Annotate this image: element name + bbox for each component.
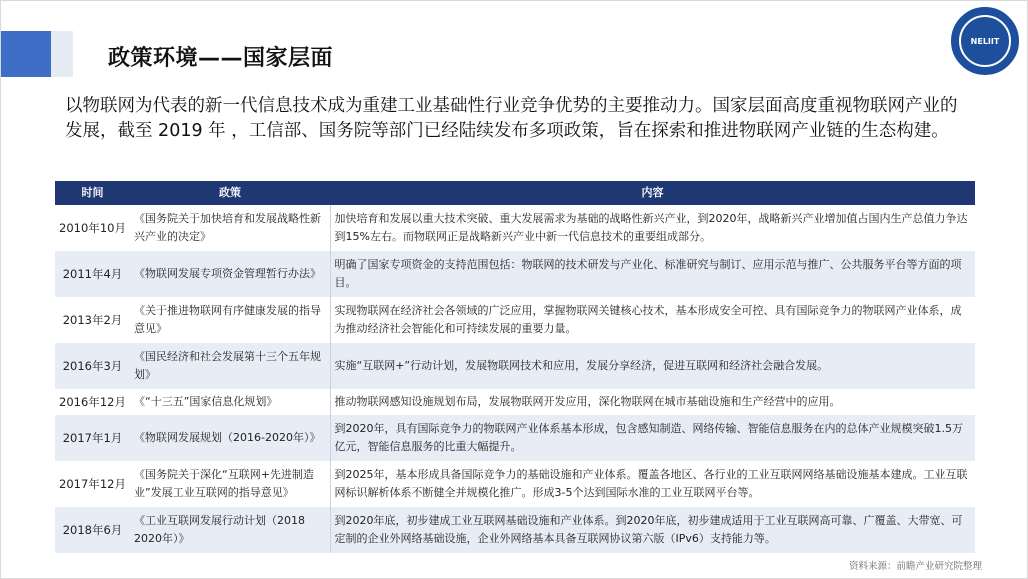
table-row [55,507,975,553]
cell-time: 2010年10月 [55,205,130,251]
title-accent-block-light [51,31,73,77]
cell-content: 到2020年底，初步建成工业互联网基础设施和产业体系。到2020年底，初步建成适用于工业互联网高可靠、广覆盖、大带宽、可定制的企业外网络基础设施，企业外网络基本具备互联网协议第六版（IPv6）支持能力等。 [330,507,975,553]
table-row [55,461,975,507]
cell-policy: 《国民经济和社会发展第十三个五年规划》 [130,343,330,389]
source-note: 资料来源：前瞻产业研究院整理 [849,561,983,572]
cell-policy: 《物联网发展专项资金管理暂行办法》 [130,251,330,297]
cell-time: 2017年12月 [55,461,130,507]
table-row [55,415,975,461]
logo-text: NELIIT [970,36,1000,46]
table-row [55,343,975,389]
cell-content: 明确了国家专项资金的支持范围包括：物联网的技术研发与产业化、标准研究与制订、应用示范与推广、公共服务平台等方面的项目。 [330,251,975,297]
institute-logo [951,7,1019,75]
title-accent-block [1,31,51,77]
cell-time: 2016年12月 [55,389,130,415]
header-content: 内容 [330,181,975,205]
slide-title: 政策环境——国家层面 [108,46,334,71]
cell-time: 2013年2月 [55,297,130,343]
cell-content: 实施“互联网+”行动计划，发展物联网技术和应用，发展分享经济，促进互联网和经济社会融合发展。 [330,343,975,389]
policy-table [55,181,975,553]
cell-policy: 《关于推进物联网有序健康发展的指导意见》 [130,297,330,343]
table-row [55,205,975,251]
cell-content: 加快培育和发展以重大技术突破、重大发展需求为基础的战略性新兴产业，到2020年，战略新兴产业增加值占国内生产总值力争达到15%左右。而物联网正是战略新兴产业中新一代信息技术的重要组成部分。 [330,205,975,251]
table-header-row [55,181,975,205]
header-policy: 政策 [130,181,330,205]
table-row [55,297,975,343]
intro-paragraph: 以物联网为代表的新一代信息技术成为重建工业基础性行业竞争优势的主要推动力。国家层面高度重视物联网产业的发展，截至 2019 年 ，工信部、国务院等部门已经陆续发布多项政策，旨在探索和推进物联网产业链的生态构建。 [65,96,958,141]
cell-time: 2018年6月 [55,507,130,553]
cell-policy: 《“十三五”国家信息化规划》 [130,389,330,415]
cell-content: 到2020年，具有国际竞争力的物联网产业体系基本形成，包含感知制造、网络传输、智能信息服务在内的总体产业规模突破1.5万亿元，智能信息服务的比重大幅提升。 [330,415,975,461]
cell-time: 2011年4月 [55,251,130,297]
table-row [55,251,975,297]
logo-ring [959,15,1011,67]
table-row [55,389,975,415]
cell-policy: 《工业互联网发展行动计划（2018 2020年）》 [130,507,330,553]
cell-content: 到2025年，基本形成具备国际竞争力的基础设施和产业体系。覆盖各地区、各行业的工业互联网网络基础设施基本建成。工业互联网标识解析体系不断健全并规模化推广。形成3-5个达到国际水准的工业互联网平台等。 [330,461,975,507]
cell-time: 2016年3月 [55,343,130,389]
cell-policy: 《物联网发展规划（2016-2020年）》 [130,415,330,461]
cell-policy: 《国务院关于加快培育和发展战略性新兴产业的决定》 [130,205,330,251]
header-time: 时间 [55,181,130,205]
cell-time: 2017年1月 [55,415,130,461]
cell-policy: 《国务院关于深化“互联网+先进制造业”发展工业互联网的指导意见》 [130,461,330,507]
cell-content: 实现物联网在经济社会各领域的广泛应用，掌握物联网关键核心技术，基本形成安全可控、具有国际竞争力的物联网产业体系，成为推动经济社会智能化和可持续发展的重要力量。 [330,297,975,343]
cell-content: 推动物联网感知设施规划布局，发展物联网开发应用，深化物联网在城市基础设施和生产经营中的应用。 [330,389,975,415]
